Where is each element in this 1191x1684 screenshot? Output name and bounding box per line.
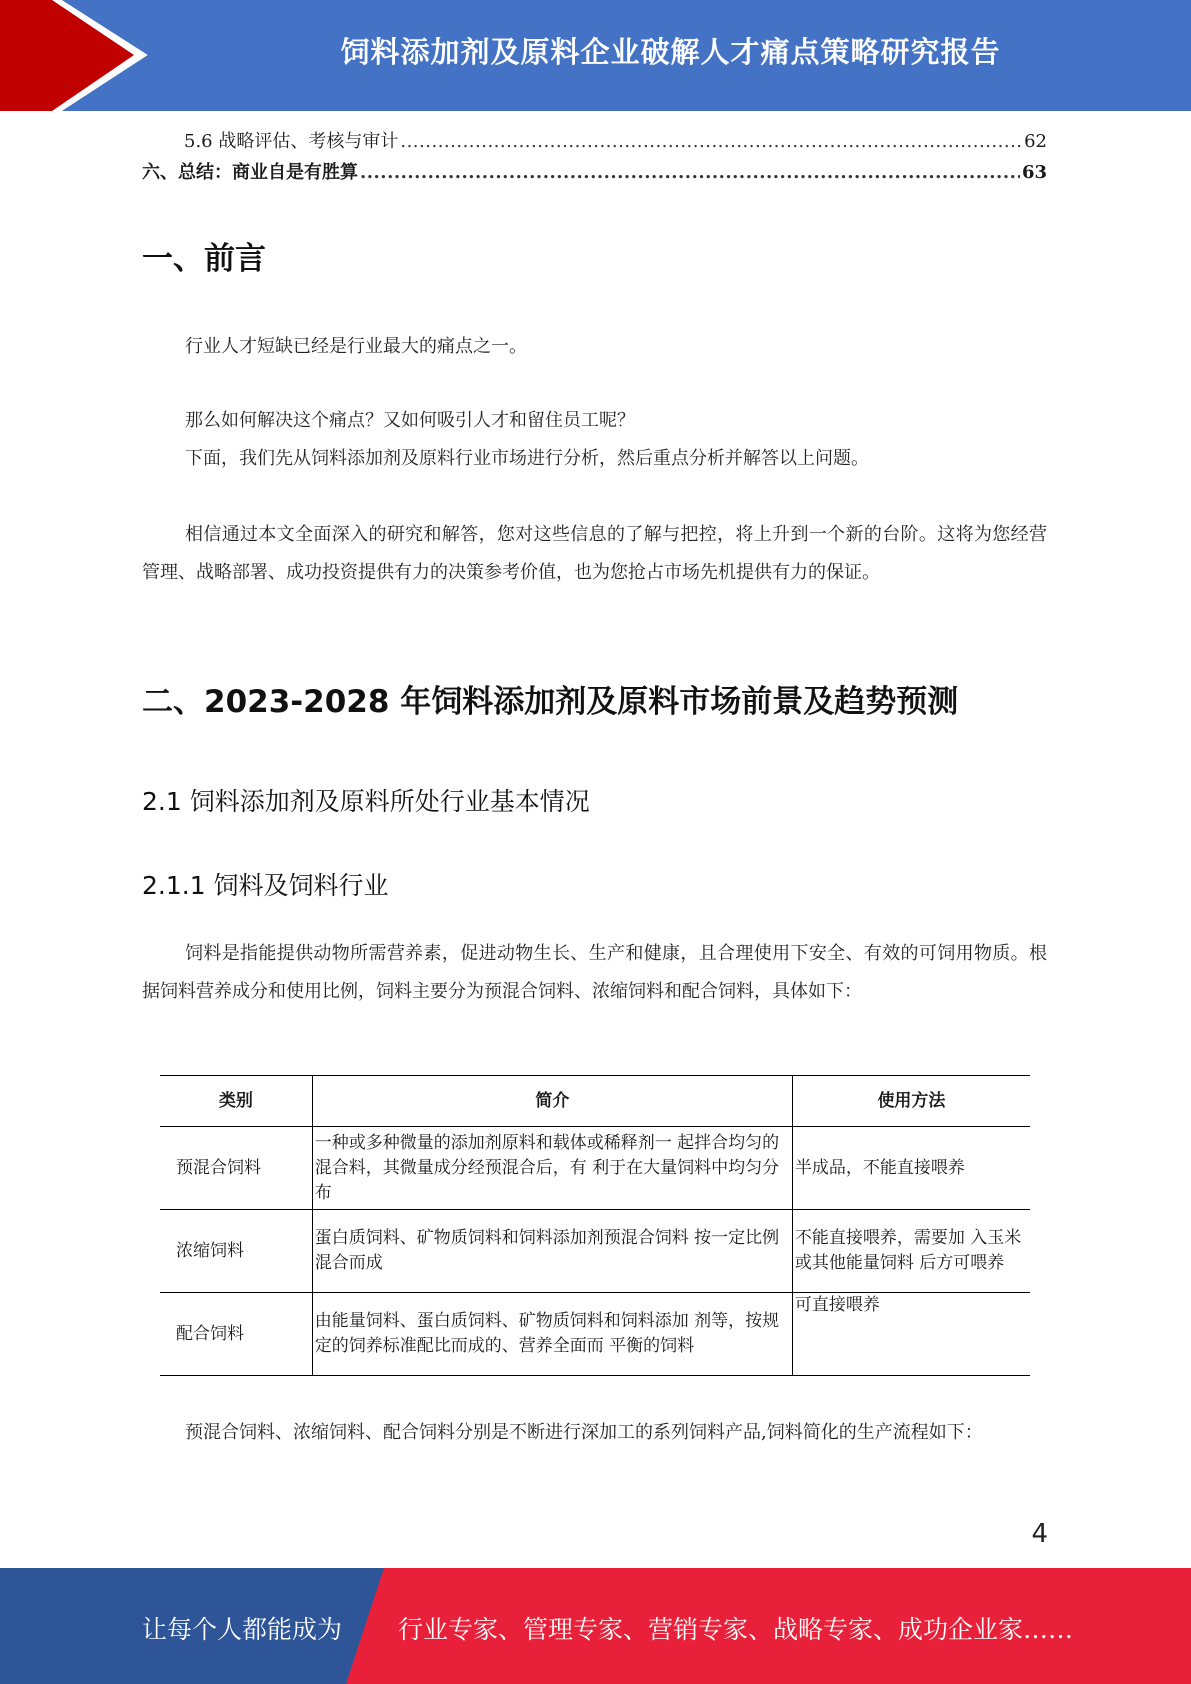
header-arrow-icon (0, 0, 160, 111)
toc-leader (360, 157, 1020, 188)
table-row (160, 1293, 1030, 1376)
toc (142, 126, 1047, 188)
paragraph: 饲料是指能提供动物所需营养素，促进动物生长、生产和健康，且合理使用下安全、有效的可饲用物质。根据饲料营养成分和使用比例，饲料主要分为预混合饲料、浓缩饲料和配合饲料，具体如下： (142, 943, 1047, 1002)
report-title: 饲料添加剂及原料企业破解人才痛点策略研究报告 (340, 34, 1001, 69)
subsection-heading: 2.1.1 饲料及饲料行业 (142, 871, 389, 900)
table-cell-usage: 半成品，不能直接喂养 (792, 1127, 1030, 1210)
table-cell-intro: 由能量饲料、蛋白质饲料、矿物质饲料和饲料添加 剂等，按规定的饲养标准配比而成的、营养全面而 平衡的饲料 (312, 1293, 792, 1376)
toc-item-label: 5.6 战略评估、考核与审计 (184, 131, 399, 152)
paragraph: 相信通过本文全面深入的研究和解答，您对这些信息的了解与把控，将上升到一个新的台阶。这将为您经营管理、战略部署、成功投资提供有力的决策参考价值，也为您抢占市场先机提供有力的保证。 (142, 524, 1047, 583)
toc-leader (400, 126, 1022, 157)
table-header: 使用方法 (792, 1076, 1030, 1127)
section-heading: 二、2023-2028 年饲料添加剂及原料市场前景及趋势预测 (142, 684, 959, 720)
table-row (160, 1210, 1030, 1293)
footer-slogan-left: 让每个人都能成为 (142, 1615, 343, 1644)
table-cell-usage: 不能直接喂养，需要加 入玉米或其他能量饲料 后方可喂养 (792, 1210, 1030, 1293)
paragraph: 行业人才短缺已经是行业最大的痛点之一。 (185, 336, 527, 357)
footer-slogan-right: 行业专家、管理专家、营销专家、战略专家、成功企业家…… (398, 1615, 1074, 1644)
table-cell-category: 浓缩饲料 (160, 1210, 312, 1293)
toc-item-label: 六、总结：商业自是有胜算 (142, 162, 358, 183)
table-cell-category: 配合饲料 (160, 1293, 312, 1376)
toc-item-page: 62 (1024, 131, 1047, 152)
header-bar (0, 0, 1191, 111)
subsection-heading: 2.1 饲料添加剂及原料所处行业基本情况 (142, 787, 590, 816)
section-heading: 一、前言 (142, 241, 266, 277)
paragraph: 下面，我们先从饲料添加剂及原料行业市场进行分析，然后重点分析并解答以上问题。 (185, 448, 869, 469)
toc-item[interactable] (142, 157, 1047, 188)
paragraph: 那么如何解决这个痛点？又如何吸引人才和留住员工呢？ (185, 410, 635, 431)
table-cell-category: 预混合饲料 (160, 1127, 312, 1210)
toc-item[interactable] (142, 126, 1047, 157)
table-header: 类别 (160, 1076, 312, 1127)
table-cell-usage: 可直接喂养 (792, 1293, 1030, 1376)
table-header-row (160, 1076, 1030, 1127)
toc-item-page: 63 (1021, 162, 1047, 183)
page-number: 4 (1031, 1519, 1048, 1549)
table-cell-intro: 蛋白质饲料、矿物质饲料和饲料添加剂预混合饲料 按一定比例混合而成 (312, 1210, 792, 1293)
table-row (160, 1127, 1030, 1210)
table-header: 简介 (312, 1076, 792, 1127)
table-cell-intro: 一种或多种微量的添加剂原料和载体或稀释剂一 起拌合均匀的混合料，其微量成分经预混合后，有 利于在大量饲料中均匀分布 (312, 1127, 792, 1210)
feed-types-table (160, 1075, 1030, 1376)
paragraph: 预混合饲料、浓缩饲料、配合饲料分别是不断进行深加工的系列饲料产品,饲料简化的生产流程如下： (185, 1422, 983, 1443)
